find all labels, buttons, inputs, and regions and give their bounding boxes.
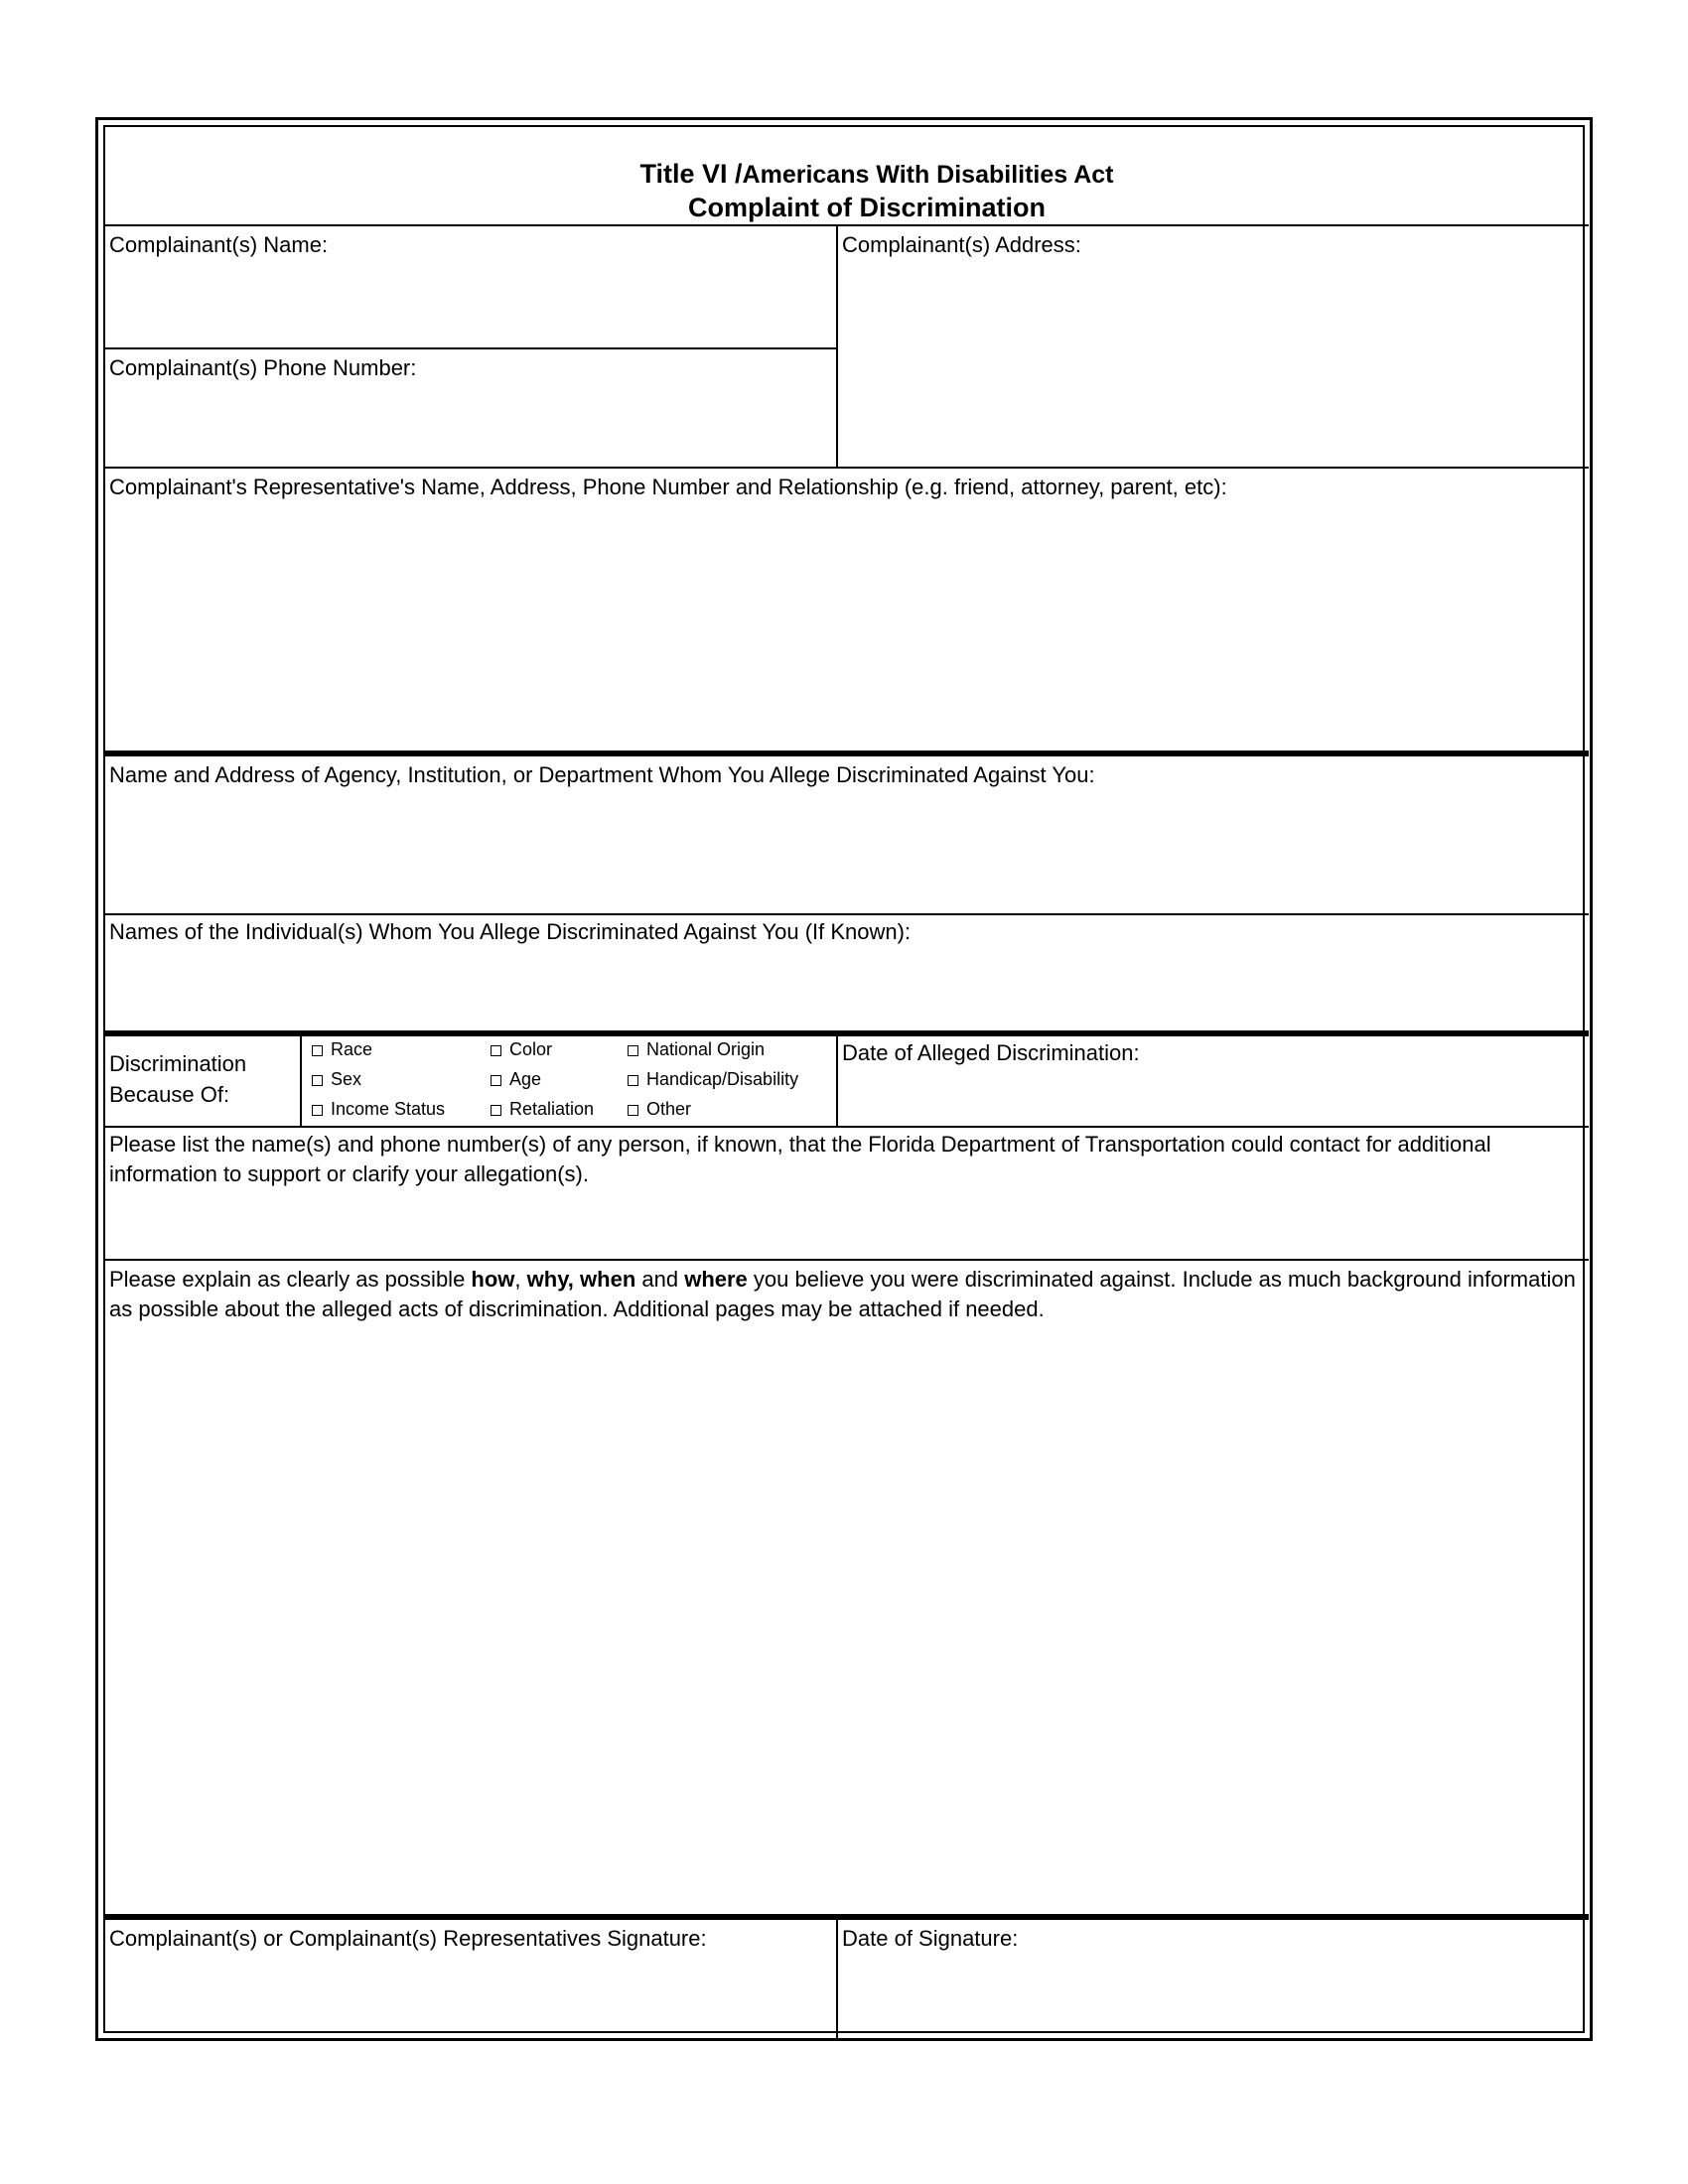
agency-field[interactable] bbox=[105, 790, 1589, 913]
checkbox-other-label: Other bbox=[646, 1099, 692, 1119]
contact-section-divider bbox=[105, 467, 1589, 469]
checkbox-income-status[interactable] bbox=[312, 1098, 445, 1120]
checkbox-color[interactable] bbox=[491, 1038, 552, 1060]
signature-field[interactable] bbox=[105, 1954, 836, 2039]
complainant-name-label: Complainant(s) Name: bbox=[109, 232, 329, 257]
date-of-signature-label: Date of Signature: bbox=[842, 1926, 1019, 1951]
signature-label: Complainant(s) or Complainant(s) Representatives Signature: bbox=[109, 1926, 707, 1951]
checkbox-icon bbox=[312, 1075, 323, 1086]
contacts-field[interactable] bbox=[105, 1191, 1589, 1259]
checkbox-retaliation-label: Retaliation bbox=[509, 1099, 595, 1119]
discrimination-reason-label bbox=[109, 1048, 246, 1110]
checkbox-icon bbox=[491, 1045, 501, 1056]
title-part-b: Americans With Disabilities Act bbox=[742, 161, 1114, 189]
complainant-address-label: Complainant(s) Address: bbox=[842, 232, 1081, 257]
checkbox-icon bbox=[312, 1105, 323, 1116]
complaint-form bbox=[95, 117, 1593, 2041]
checkbox-icon bbox=[628, 1075, 638, 1086]
explanation-where: where bbox=[684, 1267, 748, 1292]
checkbox-handicap[interactable] bbox=[628, 1068, 798, 1090]
checkbox-color-label: Color bbox=[509, 1039, 553, 1059]
checkbox-icon bbox=[628, 1045, 638, 1056]
checkbox-icon bbox=[491, 1075, 501, 1086]
reason-label-divider bbox=[300, 1034, 302, 1126]
checkbox-icon bbox=[491, 1105, 501, 1116]
representative-label: Complainant's Representative's Name, Address, Phone Number and Relationship (e.g. friend, attorney, parent, etc): bbox=[109, 475, 1227, 499]
title-part-a: Title VI / bbox=[639, 159, 743, 189]
form-title bbox=[105, 159, 1589, 190]
complainant-name-field[interactable] bbox=[105, 260, 836, 347]
checkbox-other[interactable] bbox=[628, 1098, 691, 1120]
date-of-signature-field[interactable] bbox=[838, 1954, 1589, 2039]
checkbox-icon bbox=[628, 1105, 638, 1116]
checkbox-age-label: Age bbox=[509, 1069, 542, 1089]
checkbox-race[interactable] bbox=[312, 1038, 372, 1060]
complainant-address-field[interactable] bbox=[838, 260, 1589, 467]
explanation-text-4: you believe you were discriminated against. Include as much background information as possible about the alleged acts of discrimination. Additional pages may be attached if needed. bbox=[109, 1267, 1576, 1321]
checkbox-age[interactable] bbox=[491, 1068, 541, 1090]
complainant-phone-label: Complainant(s) Phone Number: bbox=[109, 355, 417, 380]
checkbox-national-origin-label: National Origin bbox=[646, 1039, 766, 1059]
checkbox-icon bbox=[312, 1045, 323, 1056]
form-inner-border bbox=[103, 125, 1585, 2033]
date-alleged-field[interactable] bbox=[838, 1068, 1589, 1126]
contacts-label: Please list the name(s) and phone number(s) of any person, if known, that the Florida Department of Transportation could contact for additional information to support or clarify your allegation(s). bbox=[109, 1132, 1491, 1186]
explanation-text-2: , bbox=[514, 1267, 527, 1292]
contacts-divider bbox=[105, 1259, 1589, 1261]
explanation-why-when: why, when bbox=[526, 1267, 636, 1292]
individuals-field[interactable] bbox=[105, 947, 1589, 1030]
explanation-field[interactable] bbox=[105, 1328, 1589, 1914]
checkbox-race-label: Race bbox=[331, 1039, 373, 1059]
individuals-divider bbox=[105, 1030, 1589, 1036]
representative-divider bbox=[105, 751, 1589, 756]
name-phone-divider bbox=[105, 347, 836, 349]
representative-field[interactable] bbox=[105, 502, 1589, 751]
form-subtitle: Complaint of Discrimination bbox=[687, 193, 1047, 222]
explanation-text-3: and bbox=[635, 1267, 685, 1292]
explanation-label bbox=[109, 1265, 1583, 1324]
checkbox-national-origin[interactable] bbox=[628, 1038, 765, 1060]
complainant-phone-field[interactable] bbox=[105, 383, 836, 467]
discrimination-divider bbox=[105, 1126, 1589, 1128]
checkbox-income-status-label: Income Status bbox=[331, 1099, 446, 1119]
explanation-text-1: Please explain as clearly as possible bbox=[109, 1267, 472, 1292]
date-alleged-label: Date of Alleged Discrimination: bbox=[842, 1040, 1140, 1065]
agency-label: Name and Address of Agency, Institution, or Department Whom You Allege Discriminated Against You: bbox=[109, 762, 1095, 787]
agency-divider bbox=[105, 913, 1589, 915]
discrimination-label-line1: Discrimination bbox=[109, 1051, 247, 1076]
checkbox-sex-label: Sex bbox=[331, 1069, 362, 1089]
discrimination-label-line2: Because Of: bbox=[109, 1082, 230, 1107]
explanation-divider bbox=[105, 1914, 1589, 1920]
individuals-label: Names of the Individual(s) Whom You Allege Discriminated Against You (If Known): bbox=[109, 919, 912, 944]
checkbox-handicap-label: Handicap/Disability bbox=[646, 1069, 799, 1089]
checkbox-retaliation[interactable] bbox=[491, 1098, 594, 1120]
checkbox-sex[interactable] bbox=[312, 1068, 361, 1090]
header-divider bbox=[105, 224, 1589, 226]
explanation-how: how bbox=[471, 1267, 515, 1292]
